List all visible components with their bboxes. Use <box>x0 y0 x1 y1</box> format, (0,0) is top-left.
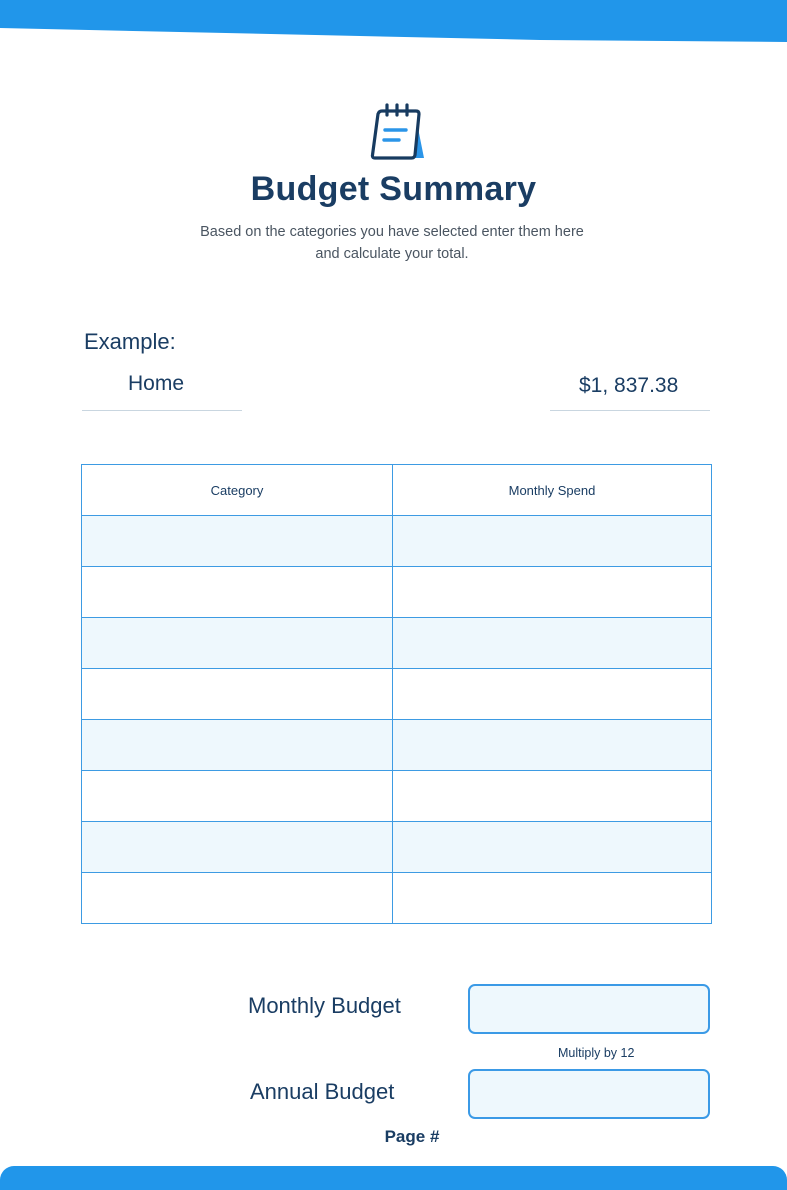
monthly-spend-cell[interactable] <box>393 669 712 720</box>
example-amount-text: $1, 837.38 <box>579 374 679 397</box>
monthly-spend-cell[interactable] <box>393 618 712 669</box>
table-row <box>82 567 712 618</box>
annual-budget-field[interactable] <box>468 1069 710 1119</box>
annual-budget-label: Annual Budget <box>250 1079 395 1104</box>
category-cell[interactable] <box>82 669 393 720</box>
example-amount-field <box>550 372 710 411</box>
monthly-spend-column-header: Monthly Spend <box>393 465 712 516</box>
category-cell[interactable] <box>82 516 393 567</box>
monthly-spend-cell[interactable] <box>393 771 712 822</box>
category-cell[interactable] <box>82 618 393 669</box>
monthly-spend-cell[interactable] <box>393 567 712 618</box>
category-cell[interactable] <box>82 873 393 924</box>
table-row <box>82 618 712 669</box>
monthly-spend-cell[interactable] <box>393 516 712 567</box>
example-category-field <box>82 372 242 411</box>
category-cell[interactable] <box>82 720 393 771</box>
category-cell[interactable] <box>82 771 393 822</box>
monthly-spend-cell[interactable] <box>393 822 712 873</box>
budget-table <box>81 464 712 924</box>
page-number: Page # <box>384 1127 440 1146</box>
top-accent-band <box>0 0 787 46</box>
table-row <box>82 516 712 567</box>
category-column-header: Category <box>82 465 393 516</box>
category-cell[interactable] <box>82 567 393 618</box>
example-label: Example: <box>84 329 176 354</box>
monthly-budget-field[interactable] <box>468 984 710 1034</box>
table-header-row <box>82 465 712 516</box>
bottom-accent-band <box>0 1166 787 1190</box>
multiply-note: Multiply by 12 <box>558 1046 635 1060</box>
table-row <box>82 771 712 822</box>
page-subtitle: Based on the categories you have selected enter them here and calculate your total. <box>200 224 584 262</box>
category-cell[interactable] <box>82 822 393 873</box>
monthly-spend-cell[interactable] <box>393 873 712 924</box>
page-title: Budget Summary <box>250 170 537 208</box>
monthly-spend-cell[interactable] <box>393 720 712 771</box>
example-category-text: Home <box>128 372 185 395</box>
table-row <box>82 720 712 771</box>
table-row <box>82 822 712 873</box>
table-row <box>82 669 712 720</box>
monthly-budget-label: Monthly Budget <box>248 993 401 1018</box>
table-row <box>82 873 712 924</box>
notepad-icon <box>366 102 426 164</box>
